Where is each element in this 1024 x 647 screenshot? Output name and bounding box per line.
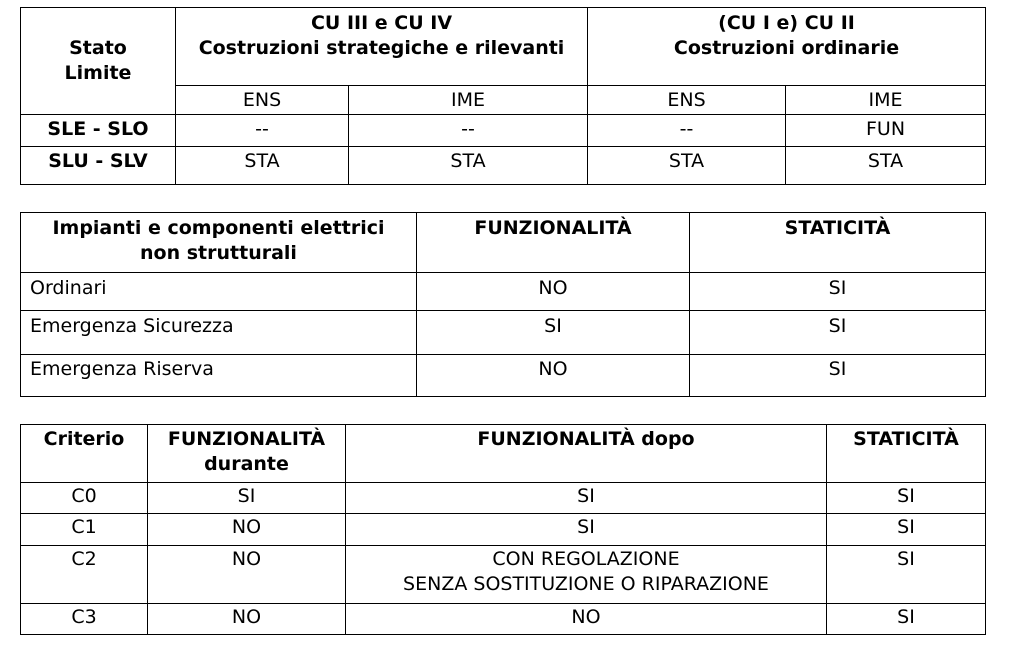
header-funzionalita: FUNZIONALITÀ: [417, 213, 690, 273]
table-cell: NO: [417, 355, 690, 397]
table-cell: NO: [417, 273, 690, 311]
table-cell: SI: [148, 483, 346, 514]
table-row: [21, 514, 986, 546]
subheader-ime: IME: [349, 86, 588, 115]
subheader-ime: IME: [786, 86, 986, 115]
criteria-table: [20, 424, 986, 635]
table-cell: FUN: [786, 115, 986, 147]
table-cell: SI: [346, 514, 827, 546]
table-cell: NO: [148, 604, 346, 635]
table-row: [21, 115, 986, 147]
row-label: C2: [21, 546, 148, 604]
table-cell: SI: [827, 604, 986, 635]
table-row: [21, 147, 986, 185]
table-row: [21, 546, 986, 604]
table-cell: SI: [690, 355, 986, 397]
row-label: Emergenza Sicurezza: [21, 311, 417, 355]
table-cell: NO: [148, 514, 346, 546]
electrical-systems-table: [20, 212, 986, 397]
subheader-ens: ENS: [588, 86, 786, 115]
table-cell: NO: [346, 604, 827, 635]
table-cell: SI: [690, 311, 986, 355]
subheader-ens: ENS: [176, 86, 349, 115]
table-cell: SI: [827, 483, 986, 514]
header-funzionalita-durante: FUNZIONALITÀ durante: [148, 425, 346, 483]
table-cell-multiline: CON REGOLAZIONE SENZA SOSTITUZIONE O RIPARAZIONE: [346, 546, 827, 604]
header-cu-ordinary: (CU I e) CU II Costruzioni ordinarie: [588, 8, 986, 86]
header-impianti: Impianti e componenti elettrici non strutturali: [21, 213, 417, 273]
table-cell: SI: [346, 483, 827, 514]
header-staticita: STATICITÀ: [827, 425, 986, 483]
table-row: [21, 483, 986, 514]
table-cell: SI: [827, 514, 986, 546]
table-cell: STA: [176, 147, 349, 185]
row-label: C0: [21, 483, 148, 514]
row-label: C3: [21, 604, 148, 635]
header-cu-strategic: CU III e CU IV Costruzioni strategiche e rilevanti: [176, 8, 588, 86]
limit-state-table: [20, 7, 986, 185]
table-row: [21, 311, 986, 355]
table-row: [21, 355, 986, 397]
table-cell: NO: [148, 546, 346, 604]
table-row: [21, 273, 986, 311]
table-cell: SI: [417, 311, 690, 355]
row-label: C1: [21, 514, 148, 546]
table-cell: --: [176, 115, 349, 147]
table-cell: SI: [827, 546, 986, 604]
table-cell: SI: [690, 273, 986, 311]
row-label: Emergenza Riserva: [21, 355, 417, 397]
row-label: Ordinari: [21, 273, 417, 311]
table-cell: STA: [349, 147, 588, 185]
table-cell: STA: [786, 147, 986, 185]
row-label: SLU - SLV: [21, 147, 176, 185]
header-staticita: STATICITÀ: [690, 213, 986, 273]
header-stato-limite: Stato Limite: [21, 8, 176, 115]
table-row: [21, 604, 986, 635]
table-cell: --: [588, 115, 786, 147]
table-cell: STA: [588, 147, 786, 185]
header-criterio: Criterio: [21, 425, 148, 483]
header-funzionalita-dopo: FUNZIONALITÀ dopo: [346, 425, 827, 483]
row-label: SLE - SLO: [21, 115, 176, 147]
table-cell: --: [349, 115, 588, 147]
